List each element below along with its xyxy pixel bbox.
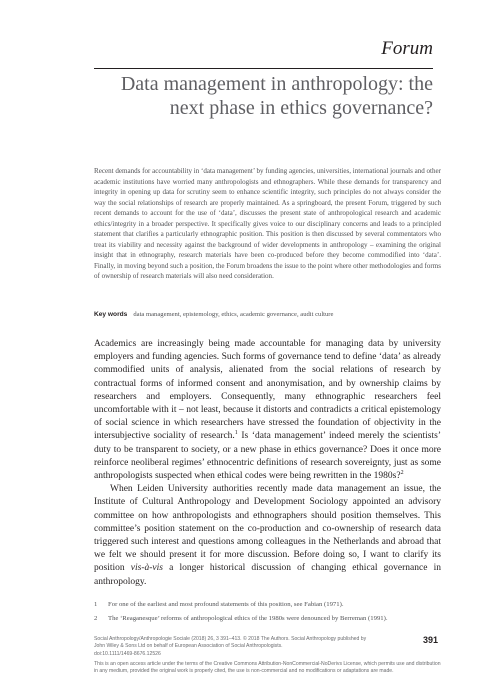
article-title	[94, 72, 433, 120]
footnote-number: 1	[94, 601, 98, 608]
article-title-line-1: Data management in anthropology: the	[120, 73, 433, 95]
title-rule	[94, 68, 433, 69]
footnote-number: 2	[94, 614, 98, 622]
keywords-text: data management, epistemology, ethics, academic governance, audit culture	[133, 311, 334, 318]
footnote	[94, 614, 441, 624]
footnotes	[94, 600, 441, 627]
footnote-ref-2: 2	[400, 469, 404, 476]
body-paragraph-1	[94, 338, 441, 483]
keywords-label: Key words	[94, 311, 128, 318]
body-text-run: Is ‘data management’ indeed merely the scientists’ duty to be transparent to society, or a new phase in ethics governance? Does it once more reinforce neoliberal regimes’ ethnocentric definitions of research sovereignty, just as some anthropologists suspected when ethical codes were being rewritten in the 1980s?	[94, 431, 442, 482]
section-label: Forum	[381, 38, 433, 59]
body-text-run: Academics are increasingly being made accountable for managing data by university employers and funding agencies. Such forms of governance tend to define ‘data’ as already commodified units of analysis, alienated from the social relations of research by contractual forms of informed consent and anonymisation, and by ownership claims by researchers and employers. Consequently, many ethnographic researchers feel uncomfortable with it – not least, because it distorts and contradicts a critical epistemology of social science in which researchers have stressed the foundation of objectivity in the intersubjective sociality of research.	[94, 339, 441, 442]
article-title-line-2: next phase in ethics governance?	[169, 97, 433, 119]
journal-citation	[94, 636, 389, 658]
footnote	[94, 600, 441, 610]
body-paragraph-2	[94, 483, 441, 589]
keywords	[94, 310, 441, 319]
license-note: This is an open access article under the terms of the Creative Commons Attribution-NonCommercial-NoDerivs License, which permits use and distribution in any medium, provided the original work is properly cited, the use is non-commercial and no modifications or adaptations are made.	[94, 661, 441, 675]
doi: doi:10.1111/1469-8676.12526	[94, 650, 161, 657]
footnote-text: For one of the earliest and most profound statements of this position, see Fabian (1971).	[108, 601, 344, 608]
footnote-ref-1: 1	[234, 430, 238, 437]
journal-citation-line-2: John Wiley & Sons Ltd on behalf of European Association of Social Anthropologists.	[94, 643, 283, 650]
body-text-run: a longer historical discussion of changing ethical governance in anthropology.	[94, 563, 441, 587]
body-text	[94, 338, 441, 589]
abstract: Recent demands for accountability in ‘data management’ by funding agencies, universities, international journals and other academic institutions have worried many anthropologists and ethnographers. While these demands for transparency and integrity in opening up data for scrutiny seem to enhance scientific integrity, such principles do not always consider the way the social relationships of research are properly maintained. As a springboard, the present Forum, triggered by such recent demands to account for the use of ‘data’, discusses the present state of anthropological research and academic ethics/integrity in a broader perspective. It specifically gives voice to our disciplinary concerns and leads to a principled statement that clarifies a particularly ethnographic position. This position is then discussed by several commentators who treat its viability and necessity against the background of wider developments in anthropology – examining the original insight that in ethnography, research materials have been co-produced before they become commodified into ‘data’. Finally, in moving beyond such a position, the Forum broadens the issue to the point where other methodologies and forms of ownership of research materials will also need consideration.	[94, 167, 442, 280]
body-text-run: When Leiden University authorities recently made data management an issue, the Institute of Cultural Anthropology and Development Sociology appointed an advisory committee on how anthropologists and ethnographers should position themselves. This committee’s position statement on the co-production and co-ownership of research data triggered such interest and questions among colleagues in the Netherlands and abroad that we felt we should present it for more discussion. Before doing so, I want to clarify its position	[94, 484, 441, 574]
journal-citation-line-1: Social Anthropology/Anthropologie Sociale (2018) 26, 3 391–413. © 2018 The Authors. Social Anthropology published by	[94, 636, 367, 642]
italic-term: vis-à-vis	[130, 563, 163, 574]
footnote-text: The ‘Reaganesque’ reforms of anthropological ethics of the 1980s were denounced by Berreman (1991).	[108, 614, 388, 622]
page-number: 391	[423, 635, 439, 645]
